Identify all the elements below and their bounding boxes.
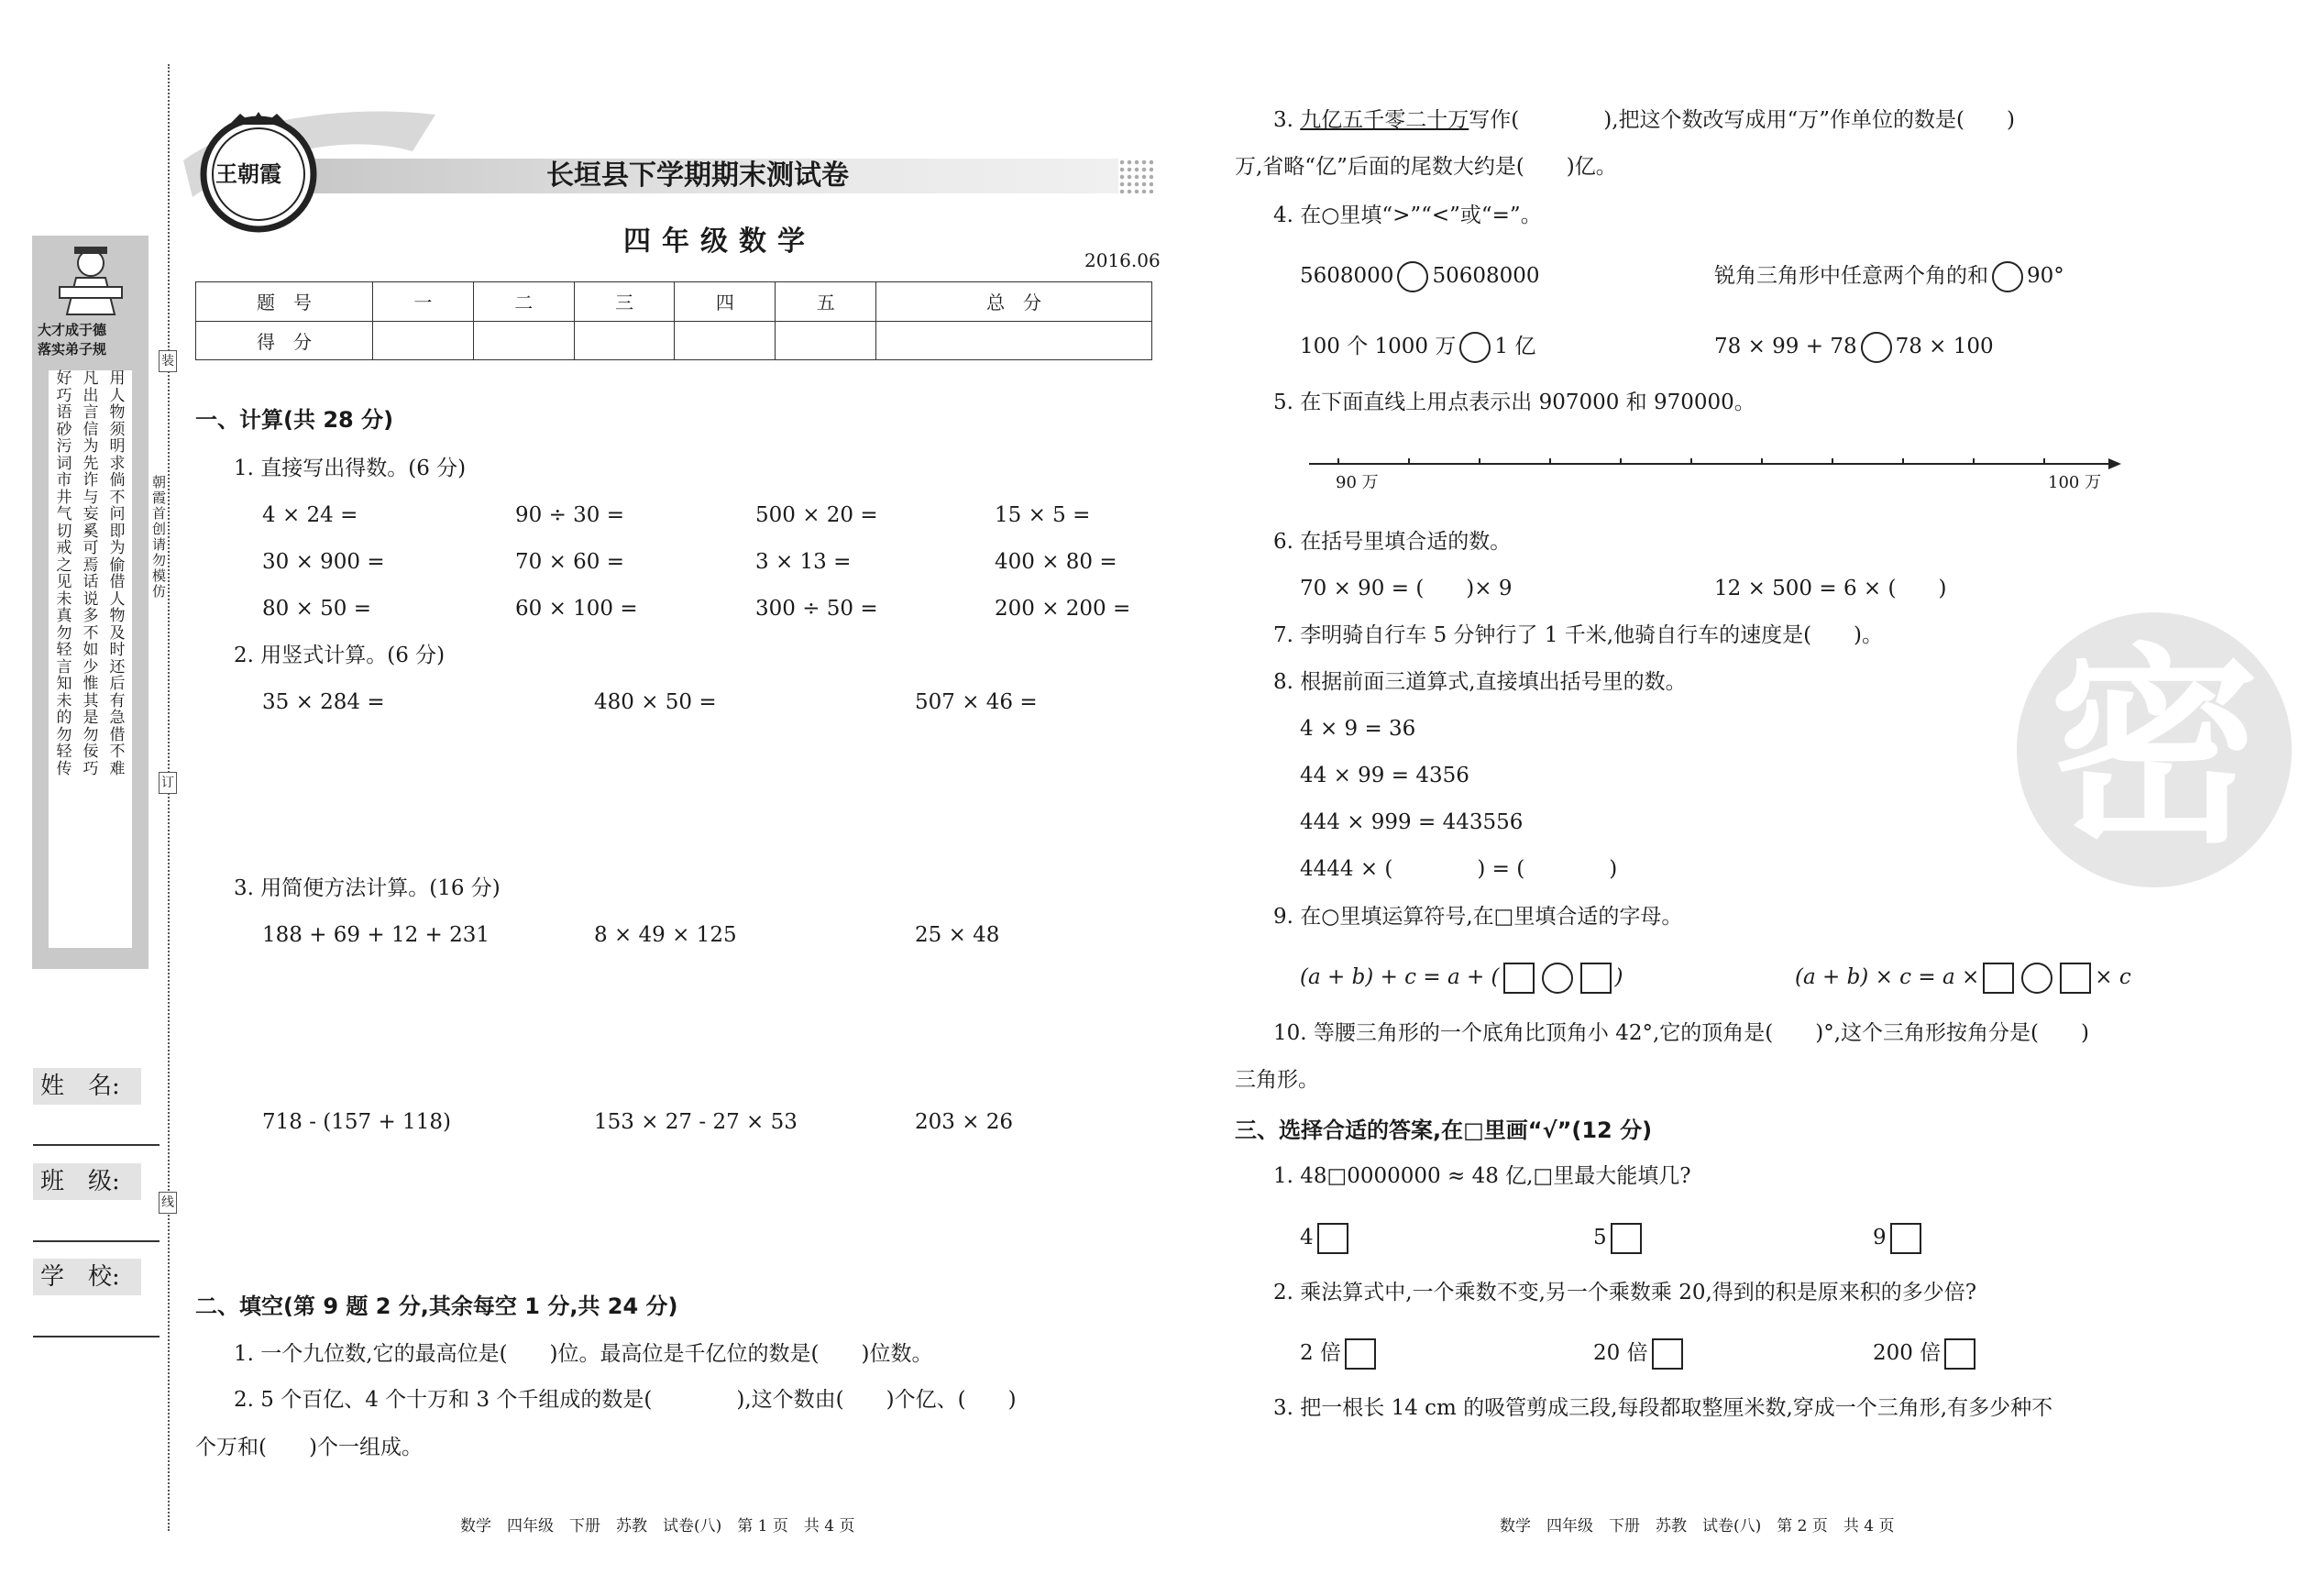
compare-item [1714, 261, 2064, 292]
choice-checkbox[interactable] [1652, 1338, 1683, 1370]
law-a-text: (a + b) + c = a + ( [1300, 965, 1500, 989]
number-line-start-label: 90 万 [1336, 473, 1379, 492]
choice-option-label: 200 倍 [1873, 1341, 1942, 1365]
pattern-item: 4444 × ( ) = ( ) [1300, 857, 1618, 881]
vertical-calc-item: 507 × 46 = [915, 690, 1038, 714]
answer-box[interactable] [1983, 963, 2014, 994]
fill-question-10-cont: 三角形。 [1235, 1068, 1319, 1092]
choice-question-1: 1. 48□0000000 ≈ 48 亿,□里最大能填几? [1273, 1164, 1691, 1188]
pattern-item: 4 × 9 = 36 [1300, 717, 1416, 741]
fill-question-2-cont: 个万和( )个一组成。 [195, 1436, 423, 1459]
fill-question-9: 9. 在○里填运算符号,在□里填合适的字母。 [1273, 905, 1683, 929]
law-b-tail: × c [2095, 965, 2131, 989]
choice-checkbox[interactable] [1890, 1223, 1921, 1254]
page-footer-left: 数学 四年级 下册 苏教 试卷(八) 第 1 页 共 4 页 [460, 1517, 855, 1535]
score-cell[interactable] [574, 321, 675, 360]
calc-item: 70 × 60 = [515, 550, 625, 574]
seal-char-zhuang: 装 [159, 350, 177, 372]
compare-left: 100 个 1000 万 [1300, 335, 1457, 358]
answer-box[interactable] [1503, 963, 1535, 994]
watermark-seal: 密 [2017, 612, 2292, 887]
fill-question-6: 6. 在括号里填合适的数。 [1273, 530, 1512, 554]
fill-question-3-rest: 写作( ),把这个数改写成用“万”作单位的数是( ) [1469, 108, 2015, 132]
compare-circle[interactable] [1459, 332, 1491, 363]
school-field[interactable] [33, 1336, 160, 1337]
section-1-heading: 一、计算(共 28 分) [195, 407, 394, 433]
fill-question-7: 7. 李明骑自行车 5 分钟行了 1 千米,他骑自行车的速度是( )。 [1273, 623, 1884, 647]
vertical-calc-item: 35 × 284 = [262, 690, 385, 714]
choice-option [1873, 1223, 1925, 1254]
score-table [195, 281, 1152, 360]
score-header-cell: 三 [574, 282, 675, 322]
score-cell[interactable] [675, 321, 776, 360]
choice-question-3: 3. 把一根长 14 cm 的吸管剪成三段,每段都取整厘米数,穿成一个三角形,有多少种不 [1273, 1396, 2053, 1420]
number-line-end-label: 100 万 [2048, 473, 2102, 492]
law-a-close: ) [1614, 965, 1623, 989]
score-header-cell: 四 [675, 282, 776, 322]
exam-title: 长垣县下学期期末测试卷 [546, 160, 849, 192]
operator-circle[interactable] [2021, 963, 2052, 994]
score-table-header-row [196, 282, 1152, 322]
dotted-binding-line [168, 64, 170, 1531]
page-footer-right: 数学 四年级 下册 苏教 试卷(八) 第 2 页 共 4 页 [1500, 1517, 1895, 1535]
pattern-item: 444 × 999 = 443556 [1300, 810, 1524, 834]
compare-circle[interactable] [1397, 261, 1428, 292]
calc-item: 60 × 100 = [515, 597, 638, 621]
compare-left: 锐角三角形中任意两个角的和 [1714, 264, 1988, 288]
operator-circle[interactable] [1542, 963, 1573, 994]
fill-question-10: 10. 等腰三角形的一个底角比顶角小 42°,它的顶角是( )°,这个三角形按角分是( ) [1273, 1021, 2089, 1045]
choice-checkbox[interactable] [1317, 1223, 1348, 1254]
question-1-3: 3. 用简便方法计算。(16 分) [234, 876, 501, 900]
calc-item: 30 × 900 = [262, 550, 385, 574]
choice-checkbox[interactable] [1345, 1338, 1376, 1370]
vertical-calc-item: 480 × 50 = [594, 690, 717, 714]
simplify-item: 8 × 49 × 125 [594, 923, 737, 947]
simplify-item: 188 + 69 + 12 + 231 [262, 923, 490, 947]
copyright-note: 朝霞首创请勿模仿 [151, 474, 166, 600]
simplify-item: 153 × 27 - 27 × 53 [594, 1110, 798, 1134]
score-header-cell: 题 号 [196, 282, 373, 322]
choice-checkbox[interactable] [1611, 1223, 1642, 1254]
fill-6-item: 12 × 500 = 6 × ( ) [1714, 577, 1947, 600]
compare-item [1300, 332, 1535, 363]
compare-item [1300, 261, 1540, 292]
name-label: 姓 名: [33, 1068, 141, 1105]
score-cell[interactable] [473, 321, 574, 360]
fill-question-3-underlined: 九亿五千零二十万 [1300, 108, 1469, 132]
motto-col-2: 凡出言信为先诈与妄奚可焉话说多不如少惟其是勿佞巧 [83, 369, 99, 778]
question-1-1: 1. 直接写出得数。(6 分) [234, 457, 467, 480]
compare-right: 90° [2027, 264, 2064, 288]
motto-col-3: 用人物须明求倘不问即为偷借人物及时还后有急借不难 [109, 369, 126, 778]
score-cell[interactable] [373, 321, 474, 360]
answer-box[interactable] [2060, 963, 2091, 994]
motto-columns [49, 370, 132, 948]
calc-item: 4 × 24 = [262, 503, 358, 527]
choice-option-label: 9 [1873, 1226, 1887, 1249]
name-field[interactable] [33, 1144, 160, 1146]
calc-item: 300 ÷ 50 = [755, 597, 878, 621]
answer-box[interactable] [1580, 963, 1612, 994]
simplify-item: 25 × 48 [915, 923, 1000, 947]
section-2-heading: 二、填空(第 9 题 2 分,其余每空 1 分,共 24 分) [195, 1293, 678, 1319]
compare-left: 78 × 99 + 78 [1714, 335, 1857, 358]
compare-right: 78 × 100 [1895, 335, 1994, 358]
motto-col-1: 好巧语砂污词市井气切戒之见未真勿轻言知未的勿轻传 [56, 369, 72, 778]
choice-option [1300, 1338, 1380, 1370]
exam-date: 2016.06 [1084, 249, 1161, 271]
choice-option-label: 4 [1300, 1226, 1314, 1249]
choice-option [1593, 1338, 1687, 1370]
law-item-a [1300, 963, 1623, 994]
calc-item: 400 × 80 = [995, 550, 1117, 574]
fill-question-5: 5. 在下面直线上用点表示出 907000 和 970000。 [1273, 391, 1755, 414]
calc-item: 3 × 13 = [755, 550, 852, 574]
seal-char-ding: 订 [159, 772, 177, 794]
score-cell[interactable] [876, 321, 1152, 360]
calc-item: 80 × 50 = [262, 597, 372, 621]
choice-checkbox[interactable] [1944, 1338, 1975, 1370]
calc-item: 15 × 5 = [995, 503, 1091, 527]
motto-top-2: 落实弟子规 [38, 341, 107, 358]
seal-char-xian: 线 [159, 1192, 177, 1214]
compare-circle[interactable] [1861, 332, 1892, 363]
compare-circle[interactable] [1992, 261, 2023, 292]
fill-question-3 [1273, 106, 2015, 134]
score-header-cell: 一 [373, 282, 474, 322]
simplify-item: 203 × 26 [915, 1110, 1014, 1134]
calc-item: 200 × 200 = [995, 597, 1131, 621]
fill-question-3-cont: 万,省略“亿”后面的尾数大约是( )亿。 [1235, 155, 1617, 179]
number-line[interactable] [1302, 447, 2127, 475]
scholar-figure-icon [54, 243, 127, 316]
compare-right: 1 亿 [1494, 335, 1536, 358]
class-label: 班 级: [33, 1163, 141, 1200]
subject-title: 四年级数学 [623, 226, 816, 258]
section-3-heading: 三、选择合适的答案,在□里画“√”(12 分) [1235, 1117, 1653, 1143]
compare-right: 50608000 [1432, 264, 1540, 288]
score-row-label: 得 分 [196, 321, 373, 360]
motto-top-1: 大才成于德 [38, 322, 107, 338]
choice-option [1593, 1223, 1645, 1254]
law-item-b [1795, 963, 2131, 994]
choice-option [1873, 1338, 1979, 1370]
class-field[interactable] [33, 1240, 160, 1242]
score-cell[interactable] [776, 321, 876, 360]
fill-6-item: 70 × 90 = ( )× 9 [1300, 577, 1513, 600]
question-1-2: 2. 用竖式计算。(6 分) [234, 644, 446, 667]
choice-option [1300, 1223, 1352, 1254]
fill-question-8: 8. 根据前面三道算式,直接填出括号里的数。 [1273, 670, 1687, 694]
choice-option-label: 5 [1593, 1226, 1607, 1249]
compare-item [1714, 332, 1994, 363]
simplify-item: 718 - (157 + 118) [262, 1110, 451, 1134]
brand-name: 王朝霞 [215, 160, 281, 187]
fill-question-1: 1. 一个九位数,它的最高位是( )位。最高位是千亿位的数是( )位数。 [234, 1342, 933, 1366]
calc-item: 90 ÷ 30 = [515, 503, 625, 527]
pattern-item: 44 × 99 = 4356 [1300, 764, 1469, 787]
choice-question-2: 2. 乘法算式中,一个乘数不变,另一个乘数乘 20,得到的积是原来积的多少倍? [1273, 1281, 1977, 1304]
choice-option-label: 20 倍 [1593, 1341, 1648, 1365]
score-header-cell: 二 [473, 282, 574, 322]
law-b-text: (a + b) × c = a × [1795, 965, 1980, 989]
fill-question-4: 4. 在○里填“>”“<”或“=”。 [1273, 204, 1542, 227]
score-header-cell: 五 [776, 282, 876, 322]
calc-item: 500 × 20 = [755, 503, 878, 527]
score-table-score-row [196, 321, 1152, 360]
school-label: 学 校: [33, 1259, 141, 1295]
compare-left: 5608000 [1300, 264, 1394, 288]
title-bar-pattern [1118, 159, 1153, 193]
score-header-cell: 总 分 [876, 282, 1152, 322]
fill-question-2: 2. 5 个百亿、4 个十万和 3 个千组成的数是( ),这个数由( )个亿、( ) [234, 1388, 1017, 1412]
fill-question-3-number: 3. [1273, 108, 1293, 132]
choice-option-label: 2 倍 [1300, 1341, 1341, 1365]
